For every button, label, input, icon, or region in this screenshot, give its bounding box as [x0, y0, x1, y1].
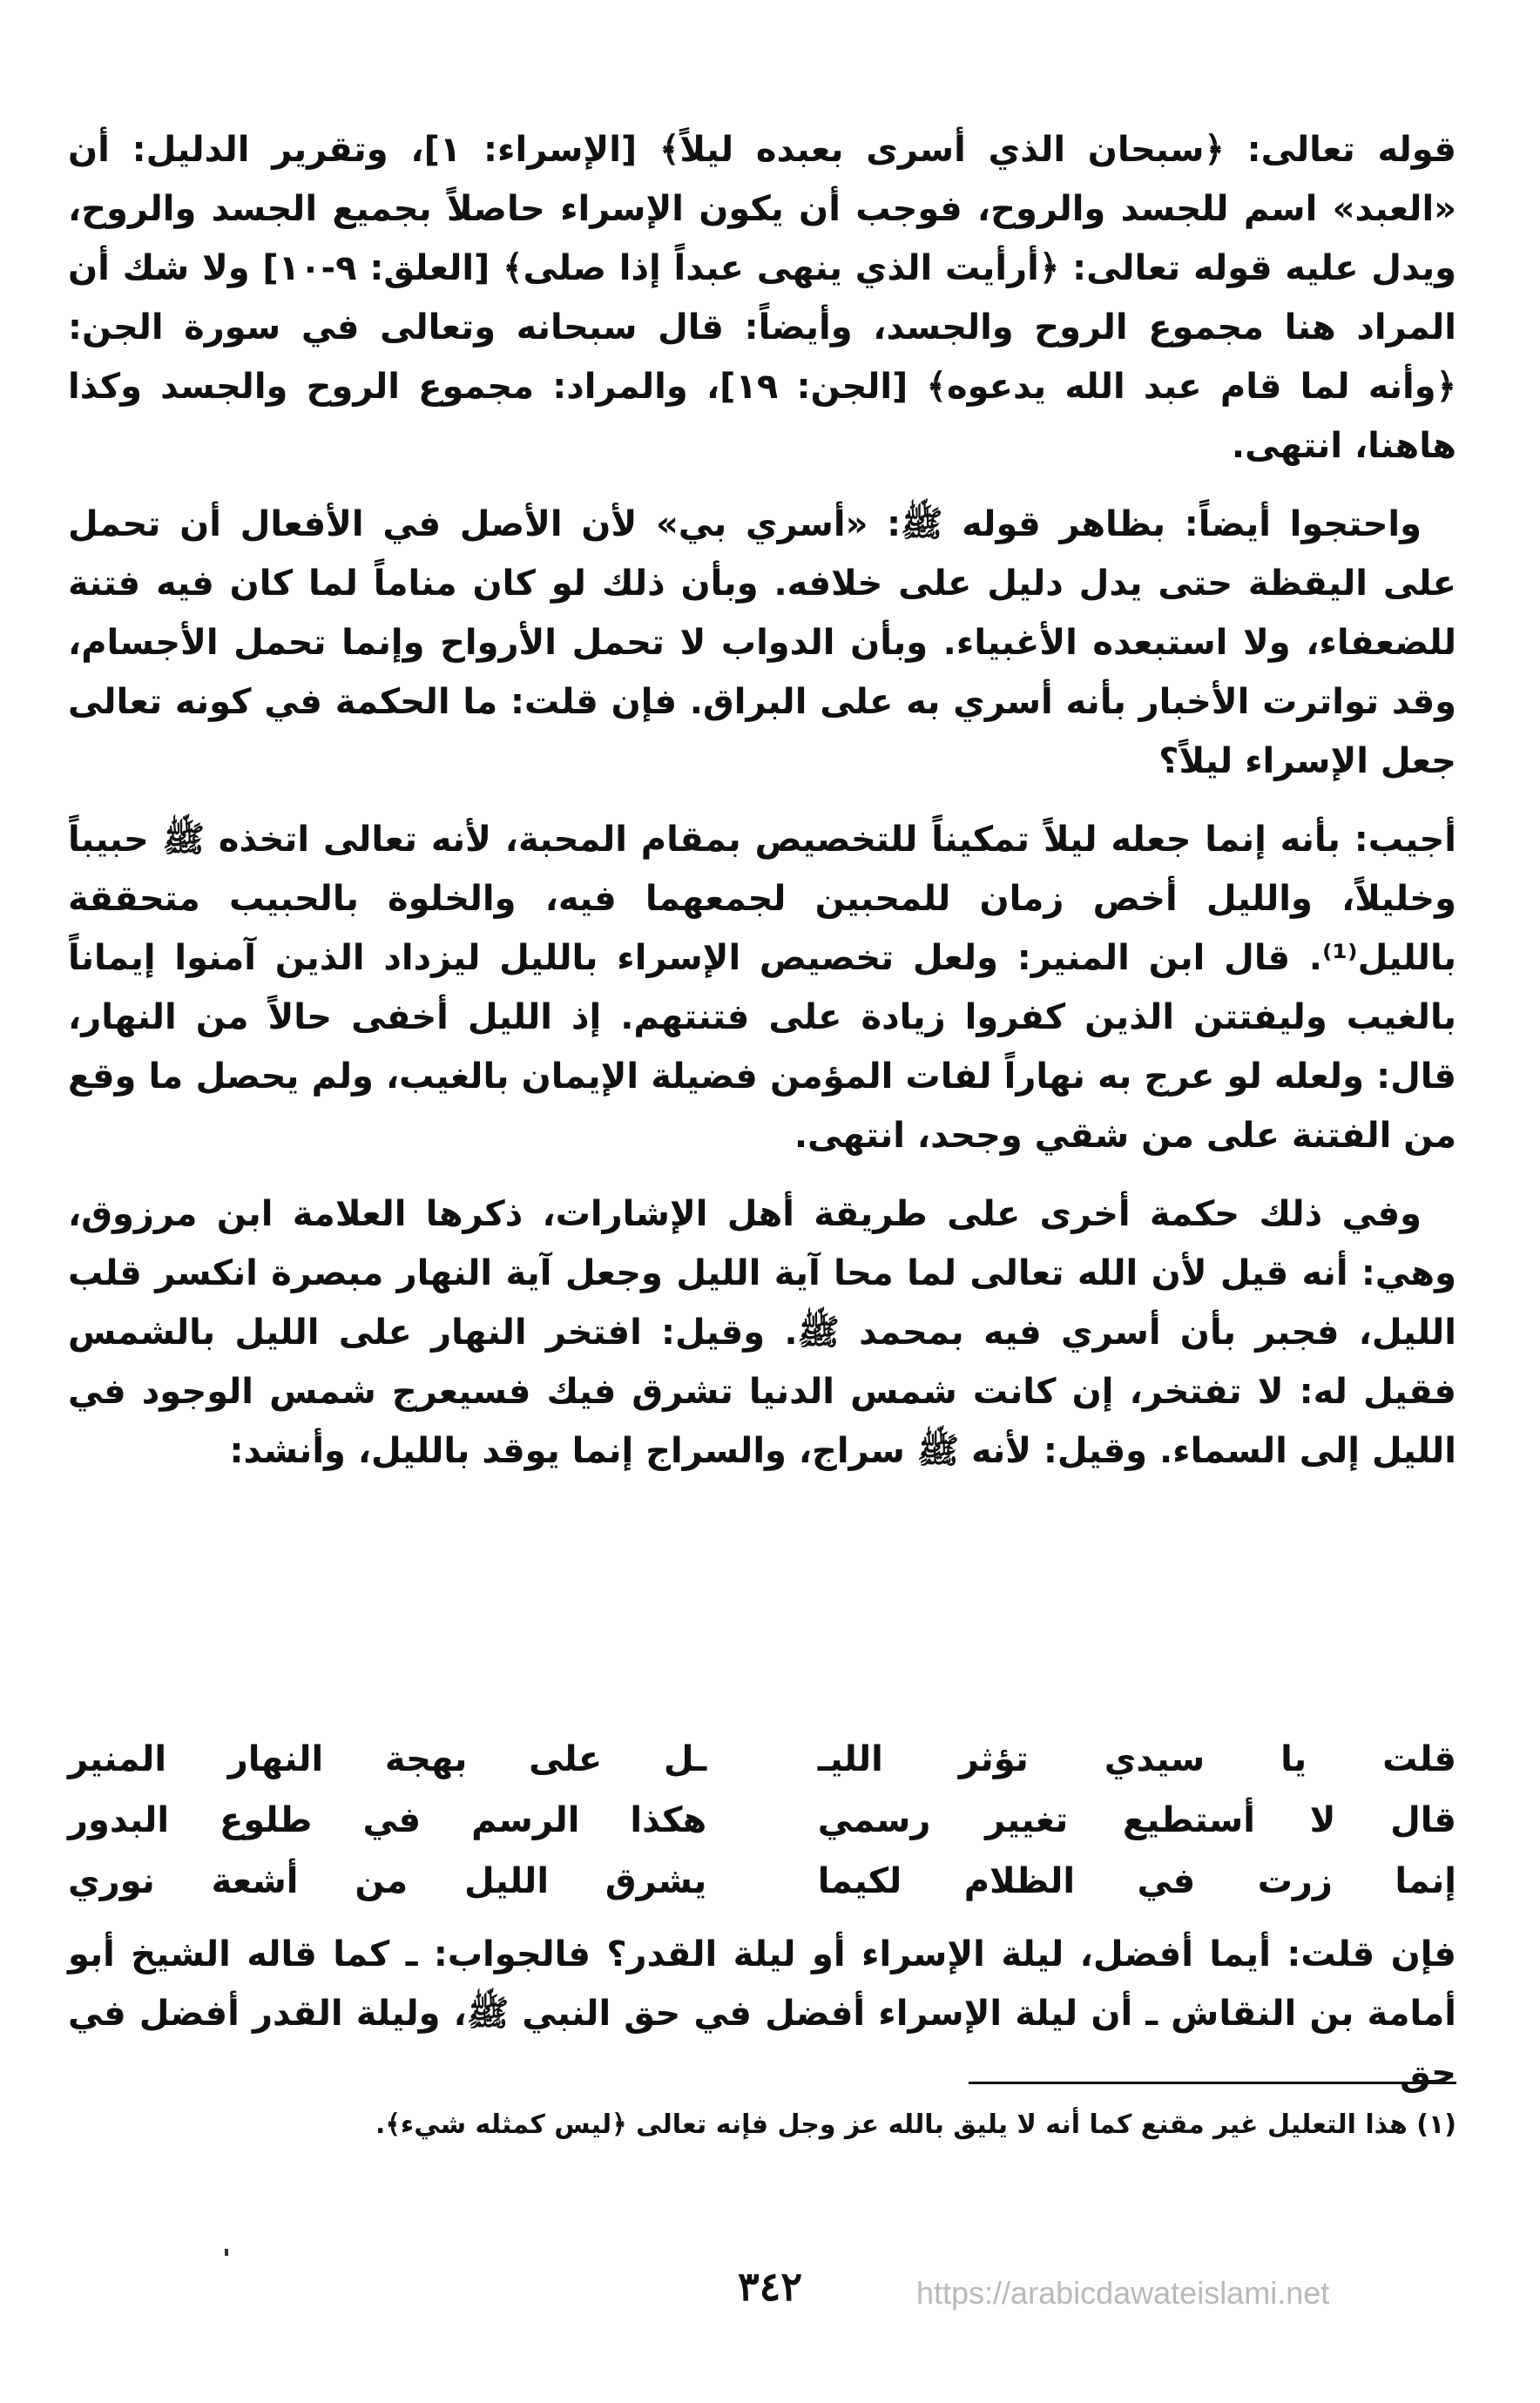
poem-verse [68, 1729, 1456, 1790]
verse-first-half: إنما زرت في الظلام لكيما [817, 1861, 1456, 1901]
watermark-url: https://arabicdawateislami.net [916, 2275, 1330, 2311]
paragraph: واحتجوا أيضاً: بظاهر قوله ﷺ: «أسري بي» لأن الأصل في الأفعال أن تحمل على اليقظة حتى يدل دليل على خلافه. وبأن ذلك لو كان مناماً لما كان فيه فتنة للضعفاء، ولا استبعده الأغبياء. وبأن الدواب لا تحمل الأرواح وإنما تحمل الأجسام، وقد تواترت الأخبار بأنه أسري به على البراق. فإن قلت: ما الحكمة في كونه تعالى جعل الإسراء ليلاً؟ [68, 504, 1456, 781]
footnote-divider [969, 2082, 1456, 2084]
paragraph: أجيب: بأنه إنما جعله ليلاً تمكيناً للتخصيص بمقام المحبة، لأنه تعالى اتخذه ﷺ حبيباً وخليلاً، والليل أخص زمان للمحبين لجمعهما فيه، والخلوة بالحبيب متحققة بالليل⁽¹⁾. قال ابن المنير: ولعل تخصيص الإسراء بالليل ليزداد الذين آمنوا إيماناً بالغيب وليفتتن الذين كفروا زيادة على فتنتهم. إذ الليل أخفى حالاً من النهار، قال: ولعله لو عرج به نهاراً لفات المؤمن فضيلة الإيمان بالغيب، ولم يحصل ما وقع من الفتنة على من شقي وجحد، انتهى. [68, 820, 1456, 1156]
scan-speck [225, 2249, 228, 2256]
paragraph: قوله تعالى: ﴿سبحان الذي أسرى بعبده ليلاً﴾ [الإسراء: ١]، وتقرير الدليل: أن «العبد» اسم للجسد والروح، فوجب أن يكون الإسراء حاصلاً بجميع الجسد والروح، ويدل عليه قوله تعالى: ﴿أرأيت الذي ينهى عبداً إذا صلى﴾ [العلق: ٩-١٠] ولا شك أن المراد هنا مجموع الروح والجسد، وأيضاً: قال سبحانه وتعالى في سورة الجن: ﴿وأنه لما قام عبد الله يدعوه﴾ [الجن: ١٩]، والمراد: مجموع الروح والجسد وكذا هاهنا، انتهى. [68, 130, 1457, 466]
verse-first-half: قلت يا سيدي تؤثر الليـ [817, 1739, 1456, 1779]
paragraph: وفي ذلك حكمة أخرى على طريقة أهل الإشارات، ذكرها العلامة ابن مرزوق، وهي: أنه قيل لأن الله تعالى لما محا آية الليل وجعل آية النهار مبصرة انكسر قلب الليل، فجبر بأن أسري فيه بمحمد ﷺ. وقيل: افتخر النهار على الليل بالشمس فقيل له: لا تفتخر، إن كانت شمس الدنيا تشرق فيك فسيعرج شمس الوجود في الليل إلى السماء. وقيل: لأنه ﷺ سراج، والسراج إنما يوقد بالليل، وأنشد: [68, 1194, 1456, 1471]
poem-verse [68, 1851, 1456, 1912]
footnote: (١) هذا التعليل غير مقنع كما أنه لا يليق بالله عز وجل فإنه تعالى ﴿ليس كمثله شيء﴾. [375, 2109, 1456, 2140]
page-number: ٣٤٢ [737, 2263, 803, 2310]
poem [68, 1729, 1456, 1912]
verse-first-half: قال لا أستطيع تغيير رسمي [817, 1800, 1456, 1840]
poem-verse [68, 1790, 1456, 1851]
verse-second-half: يشرق الليل من أشعة نوري [68, 1861, 707, 1901]
closing-paragraph: فإن قلت: أيما أفضل، ليلة الإسراء أو ليلة القدر؟ فالجواب: ـ كما قاله الشيخ أبو أمامة بن النقاش ـ أن ليلة الإسراء أفضل في حق النبي ﷺ، وليلة القدر أفضل في حق [68, 1934, 1456, 2093]
main-text [68, 120, 1456, 1500]
verse-second-half: هكذا الرسم في طلوع البدور [68, 1800, 707, 1840]
verse-second-half: ـل على بهجة النهار المنير [68, 1739, 707, 1779]
